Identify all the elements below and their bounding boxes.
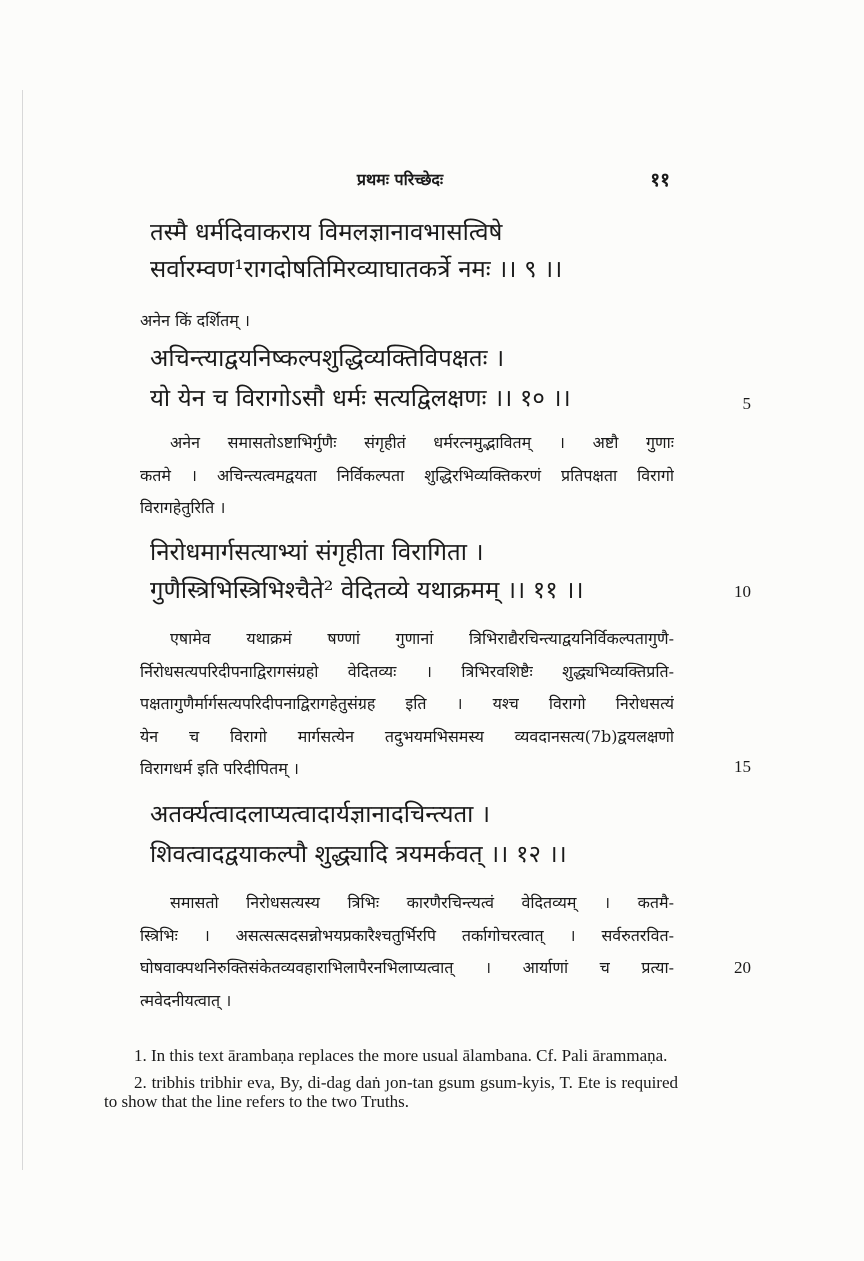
footnote-1: 1. In this text ārambaṇa replaces the more usual ālambana. Cf. Pali ārammaṇa.: [134, 1046, 668, 1065]
line-number-20: 20: [734, 958, 751, 977]
line-number-10: 10: [734, 582, 751, 601]
prose-line: अनेन समासतोऽष्टाभिर्गुणैः संगृहीतं धर्मरत्नमुद्भावितम् । अष्टौ गुणाः: [170, 433, 674, 452]
page-number: ११: [650, 169, 670, 191]
prose-line: येन च विरागो मार्गसत्येन तदुभयमभिसमस्य व्यवदानसत्य(7b)द्वयलक्षणो: [140, 726, 674, 746]
chapter-title: प्रथमः परिच्छेदः: [356, 170, 444, 189]
prose-line: कतमे । अचिन्त्यत्वमद्वयता निर्विकल्पता शुद्धिरभिव्यक्तिकरणं प्रतिपक्षता विरागो: [140, 465, 674, 485]
prose-paragraph-2: [140, 427, 674, 525]
verse-9-line-2: सर्वारम्वण¹रागदोषतिमिरव्याघातकर्त्रे नमः ।। ९ ।।: [150, 255, 563, 283]
verse-11-line-2: गुणैस्त्रिभिस्त्रिभिश्चैते² वेदितव्ये यथाक्रमम् ।। ११ ।।: [150, 576, 584, 604]
prose-paragraph-4: [140, 887, 674, 1017]
running-head: [130, 168, 670, 192]
prose-paragraph-3: [140, 623, 674, 786]
footnote-2: 2. tribhis tribhir eva, By, di-dag daṅ ȷon-tan gsum gsum-kyis, T. Ete is required to show that the line refers to the two Truths.: [104, 1073, 678, 1111]
line-number-5: 5: [742, 394, 751, 413]
verse-10-line-1: अचिन्त्याद्वयनिष्कल्पशुद्धिव्यक्तिविपक्षतः ।: [150, 344, 505, 372]
prose-line: त्मवेदनीयत्वात् ।: [140, 990, 232, 1010]
prose-line: घोषवाक्पथनिरुक्तिसंकेतव्यवहाराभिलापैरनभिलाप्यत्वात् । आर्याणां च प्रत्या-: [140, 958, 674, 977]
prose-line: विरागधर्म इति परिदीपितम् ।: [140, 759, 299, 778]
verse-12-line-1: अतर्क्यत्वादलाप्यत्वादार्यज्ञानादचिन्त्यता ।: [150, 800, 491, 828]
prose-line: अनेन किं दर्शितम् ।: [140, 311, 250, 330]
prose-line: स्त्रिभिः । असत्सत्सदसन्नोभयप्रकारैश्चतुर्भिरपि तर्कागोचरत्वात् । सर्वरुतरवित-: [140, 925, 674, 945]
verse-10-line-2: यो येन च विरागोऽसौ धर्मः सत्यद्विलक्षणः ।। १० ।।: [150, 384, 571, 412]
prose-line: र्निरोधसत्यपरिदीपनाद्विरागसंग्रहो वेदितव्यः । त्रिभिरवशिष्टैः शुद्ध्यभिव्यक्तिप्रति-: [140, 661, 674, 681]
prose-line: विरागहेतुरिति ।: [140, 498, 226, 517]
prose-line: पक्षतागुणैर्मार्गसत्यपरिदीपनाद्विरागहेतुसंग्रह इति । यश्च विरागो निरोधसत्यं: [140, 694, 674, 713]
footnotes: [104, 1046, 678, 1119]
binding-edge: [22, 90, 23, 1170]
prose-line: समासतो निरोधसत्यस्य त्रिभिः कारणैरचिन्त्यत्वं वेदितव्यम् । कतमै-: [170, 893, 674, 912]
verse-9-line-1: तस्मै धर्मदिवाकराय विमलज्ञानावभासत्विषे: [150, 218, 503, 246]
prose-line: एषामेव यथाक्रमं षण्णां गुणानां त्रिभिराद्यैरचिन्त्याद्वयनिर्विकल्पतागुणै-: [170, 629, 674, 648]
prose-paragraph-1: [140, 305, 674, 338]
line-number-15: 15: [734, 757, 751, 776]
verse-11-line-1: निरोधमार्गसत्याभ्यां संगृहीता विरागिता ।: [150, 538, 484, 566]
verse-12-line-2: शिवत्वादद्वयाकल्पौ शुद्ध्यादि त्रयमर्कवत् ।। १२ ।।: [150, 840, 567, 868]
